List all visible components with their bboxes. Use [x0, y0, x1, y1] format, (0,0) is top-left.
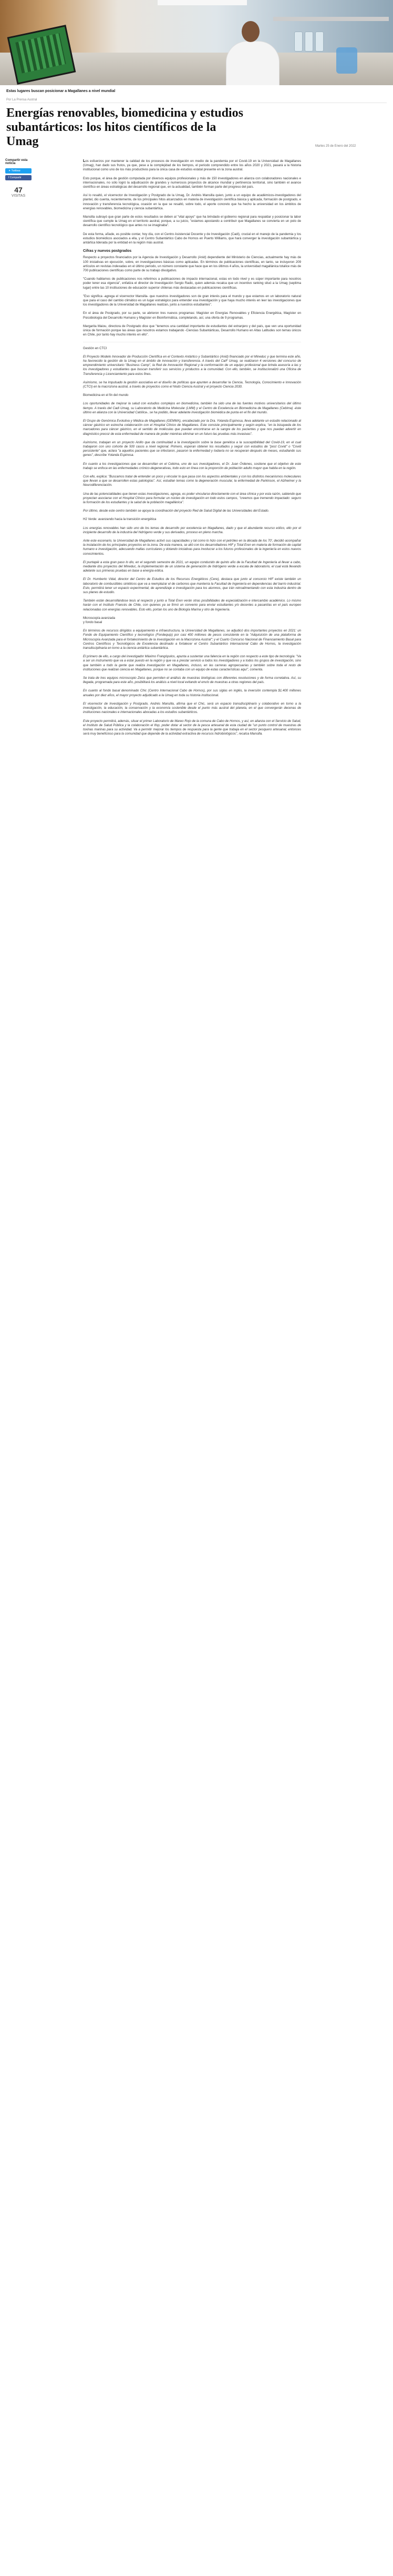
facebook-icon: f — [8, 176, 10, 179]
paragraph: Con ello, explica: "Buscamos tratar de entender un poco y vincular lo que pasa con los aspectos ambientales y con los distintos mecanismos moleculares que llevan a que se desarrollen estas patologías". Así, estudian temas como la degeneración muscular, la enfermedad de Parkinson, el Alzheimer y la Neurodiferenciación. — [83, 474, 301, 487]
lab-bottle — [305, 32, 313, 52]
paragraph: El Proyecto Modelo Innovador de Producción Científica en el Contexto Antártico y Subantártico (Anid) financiado por el Mineduc y que termina este año, ha favorecido la gestión de la Umag en el ámbito de innovación y transferencia. A través del CaiF Umag, se realizaron 4 versiones del concurso de emprendimiento universitario "Business Camp", la Red de Innovación Regional y la conformación de un equipo profesional que brinda asesoría a las y los investigadores y estudiantes que buscan transferir sus servicios y productos a la comunidad. Con ello, también, se institucionalizó una Oficina de Transferencia y Licenciamiento para estos fines. — [83, 354, 301, 376]
twitter-icon: ✦ — [8, 169, 12, 172]
section-heading: Microscopía avanzada y fondo basal — [83, 616, 115, 625]
paragraph: También están desarrollándose tesis al respecto y junto a Total Eren verán otras posibilidades de especialización e intercambio académico. Lo mismo harán con el Instituto Francés de Chile, con quienes ya se firmó un convenio para enviar estudiantes y/o docentes a pasantías en el país europeo relacionadas con energías renovables. Esto ello, portan los uno de Biología Marina y otro de Ingeniería. — [83, 599, 301, 612]
paragraph: El puntapié a esta gran paso lo dio, en el segundo semestre de 2021, un equipo conducido de quinto año de la Facultad de Ingeniería al llevar a cabo, mediante dos proyectos del Mineduc, la implementación de un sistema de generación de hidrógeno verde a escala de laboratorio, el cual está llevando adelante sus primeras pruebas en base a energía eólica. — [83, 560, 301, 573]
paragraph: Ante este escenario, la Universidad de Magallanes activó sus capacidades y tal como lo hizo con el petróleo en la década de los 70', decidió acompañar la instalación de los principales proyectos en la zona. De esta manera, se alió con los desarrolladores HIF y Total Eren en materia de formación de capital humano e investigación, adecuando mallas curriculares y dotando iniciativas para involucrar a los futuros profesionales de la ingeniería en estos nuevos conocimientos. — [83, 539, 301, 556]
section-heading: Gestión en CTCI — [83, 346, 107, 350]
paragraph: El Grupo de Genómica Evolutiva y Médica de Magallanes (GEMMA), encabezado por la Dra. Yolanda Espinosa, lleva adelante un estudio relacionado al cáncer gástrico en estrecha colaboración con el Hospital Clínico de Magallanes. Este consiste principalmente y según explica, "en la búsqueda de los marcadores para cáncer gástrico, en el sentido de moléculas que puedan encontrarse en la sangre de los pacientes y que nos puedan advertir en diagnóstico precoz de esta enfermedad de manera de poder mientras eliminar en un futuro las pruebas más invasivas". — [83, 419, 301, 436]
section-heading: H2 Verde: avanzando hacia la transición energética — [83, 517, 157, 522]
paragraph: Se trata de tres equipos microscopio Zeiss que permiten el análisis de muestras biológicas con diferentes resoluciones y de forma correlativa. Así, su llegada, programada para este año, posibilitará los análisis a nivel local evitando el envío de muestras a otras regiones del país. — [83, 676, 301, 685]
lab-bottle — [294, 32, 303, 52]
lab-lamp — [158, 0, 247, 5]
paragraph: Mansilla subrayó que gran parte de estos resultados se deben al "vital apoyo" que ha brindado el gobierno regional para respaldar y posicionar la labor científica que cumple la Umag en el territorio austral, porque, a su juicio, "estamos apostando a contribuir que Magallanes se convierta en un polo de desarrollo científico tecnológico que antes no se imaginaba". — [83, 215, 301, 228]
paragraph: Los energías renovables han sido uno de los temas de desarrollo por excelencia en Magallanes, dado y que el abundante recurso eólico, ello por el incipiente desarrollo de la industria del hidrógeno verde y sus derivados, proceso en pleno marcha. — [83, 526, 301, 534]
hero-image — [0, 0, 393, 85]
paragraph: Margarita Maiou, directora de Postgrado dice que "tenemos una cantidad importante de estudiantes del extranjero y del país, que ven una oportunidad única de formación porque las áreas que nosotros estamos trabajando -Ciencias Subantárticas, Desarrollo Humano en Altas Latitudes son temas únicos en Chile, por tanto hay mucho interés en ello". — [83, 324, 301, 337]
lab-bottle — [315, 32, 324, 52]
paragraph: En cuanto a los investigaciones que se desarrollan en el Cebima, uno de sus investigadores, el Dr. Juan Órdenes, sostiene que el objetivo de este trabajo se enfoca en las enfermedades crónico-degenerativas, todo esto en línea con la proporción de población adulto mayor que habita en la región. — [83, 462, 301, 470]
section-heading: Biomedicina en el fin del mundo — [83, 393, 129, 398]
paragraph: El Dr. Humberto Vidal, director del Centro de Estudios de los Recursos Energéticos (Cere), destaca que junto al consorcio HIF existe también un laboratorio de combustibles sintéticos que va a reemplazar el de carbonos que mantenía la Facultad de Ingeniería en dependencias del barrio industrial. Esto, permitirá tener un espacio experimental, de aprendizaje e investigación para los alumnos, que irán retroalimentando con esta industria dentro de sus planes de estudio. — [83, 577, 301, 595]
visits-count: 47 — [14, 186, 23, 194]
paragraph: Asimismo, trabajan en un proyecto Anillo que da continuidad a la investigación sobre la base genética a la susceptibilidad del Covid-19, en el cual trabajaron con uno cohorte de 500 casos a nivel regional. Primero, esperan obtener los resultados y seguir con estudios de "post Covid" o "Covid persistente" que, aclara "a aquellos pacientes que se infectaron, pasaron la enfermedad y todavía no se recuperan después de meses, estudiando sus genes", describe Yolanda Espinosa. — [83, 440, 301, 457]
paragraph: Los oportunidades de mejorar la salud con estudios complejos en biomedicina, también ha sido una de las fuentes motivos universitarios del último tiempo. A través del Cadi Umag, su Laboratorio de Medicina Molecular (LMM) y el Centro de Excelencia en Biomedicina de Magallanes (Cebima) -éste último en alianza con la Universidad Católica-, se ha podido, llevar adelante investigación biomédica de punta en el fin del mundo. — [83, 402, 301, 414]
paragraph: De esta forma, añade, es posible contar, hoy día, con el Centro Asistencial Docente y de Investigación (Cadi), crucial en el manejo de la pandemia y los estudios biomédicos asociados a ella, y el Centro Subantártico Cabo de Hornos en Puerto Williams, que hará converger la investigación subantártica y antártica liderada por la entidad en la región más austral. — [83, 232, 301, 245]
paragraph: Respecto a proyectos financiados por la Agencia de Investigación y Desarrollo (Anid) dependiente del Ministerio de Ciencias, actualmente hay más de 100 iniciativas en ejecución, sobre, en investigaciones básicas como aplicadas. En términos de publicaciones científicas, en tanto, se incluyeron 209 artículos en revistas indexadas en el último periodo, un número constante que hace que en los últimos 4 años, la universidad magallánica totalice más de 700 publicaciones científicas como parte de su trabajo divulgativo. — [83, 256, 301, 273]
author-line: Por La Prensa Austral — [6, 98, 37, 101]
paragraph: Así lo resaltó, el vicerrector de Investigación y Postgrado de la Umag, Dr. Andrés Mansilla quien, junto a un equipo de académicos-investigadores del plantel, dio cuenta, recientemente, de los principales hitos alcanzados en materia de investigación científica básica y aplicada, formación de postgrado, e innovación y transferencia tecnológica, ocasión en la que se resaltó, sobre todo, el aporte concreto que ha hecho la universidad en los ámbitos de energías renovables, biomedicina y ciencia subantártica. — [83, 194, 301, 210]
article-headline: Energías renovables, biomedicina y estudios subantárticos: los hitos científicos de la Umag — [6, 106, 243, 148]
publish-date: Martes 25 de Enero del 2022 — [315, 145, 356, 148]
intro-text: os esfuerzos por mantener la calidad de los procesos de investigación en medio de la pandemia por el Covid-19 en la Universidad de Magallanes (Umag), han dado sus frutos, ya que, pese a la complejidad de los tiempos, el periodo comprendido entre los años 2020 y 2021, pasará a la historia institucional como uno de los más productivos para la única casa de estudios estatal presente en la zona austral. — [83, 159, 301, 172]
twitter-share-button[interactable] — [5, 168, 32, 174]
paragraph — [83, 159, 301, 172]
paragraph: "Eso significa -agrega el vicerrector Mansilla- que nuestros investigadores son de gran interés para el mundo y que estamos en un laboratorio natural que para el caso del cambio climático es un lugar estratégico para entender esa investigación y que haya mucho interés en leer las investigaciones que los investigadores de la Universidad de Magallanes realizan, junto a nuestros estudiantes". — [83, 294, 301, 307]
paragraph: En el área de Postgrado, por su parte, se abrieron tres nuevos programas: Magíster en Energías Renovables y Eficiencia Energética, Magíster en Psicobiología del Desarrollo Humano y Magíster en Bioinformática, completando, así, una oferta de 9 programas. — [83, 311, 301, 320]
drop-cap: L — [83, 159, 86, 163]
visits-label: VISITAS — [11, 194, 26, 198]
image-caption: Estas lugares buscan posicionar a Magallanes a nivel mundial — [6, 89, 116, 93]
paragraph: Por último, desde este centro también se apoya la coordinación del proyecto Red de Salud Digital de las Universidades del Estado. — [83, 509, 270, 513]
twitter-share-label: Twittear — [11, 169, 21, 172]
paragraph: "Cuando hablamos de publicaciones nos referimos a publicaciones de impacto internacional, estas en todo nivel y es súper importante para nosotros poder tener esa vigencia", enfatiza el director de Investigación Sergio Radic, quien además recalca que un incentivo ranking situó a la Umag (septima lugar) entre las 10 instituciones de educación superior chilenas más destacadas en publicaciones científicas. — [83, 277, 301, 290]
share-sidebar — [5, 159, 36, 198]
paragraph: El vicerrector de Investigación y Postgrado, Andrés Mansilla, afirma que el Chic, será un espacio transdisciplinario y colaborativo en torno a la investigación, la educación, la conservación y la economía sostenible desde el punto más austral del planeta, en el que convergerán decenas de instituciones nacionales e internacionales abocadas a los estudios subantárticos. — [83, 701, 301, 715]
section-heading: Cifras y nuevos postgrados — [83, 249, 132, 253]
paragraph: Este proyecto permitirá, además, situar el primer Laboratorio de Mareo Rojo de la comuna de Cabo de Hornos, y así, en alianza con el Servicio de Salud, el Instituto de Salud Pública y la colaboración el Ifop, poder dotar al sector de la pesca artesanal de esta ciudad de "un punto control de muestras de toxinas marinas para su actividad. Va a permitir mejorar los tiempos de respuesta para la gente que trabaja en el sector pesquero artesanal, entonces será muy beneficioso para la comunidad que depende de la actividad extractiva de recursos hidrobiológicos", recalca Mansilla. — [83, 719, 301, 736]
share-title: Compartir esta noticia — [5, 159, 28, 165]
paragraph: El primero de ello, a cargo del investigador Máximo Frangópulos, apunta a sustentar una falencia en la región con respecto a este tipo de tecnología: "Va a ser un instrumento que va a estar puesto en la región y que va a prestar servicio a todos los investigadores y a todos los grupos de investigación, sino que también a todo la gente que realiza investigación en Magallanes, incluso, en las carreras agropecuarias y también sobre toda el resto de instituciones que realizan ciencia en Magallanes, porque no se contaba con un equipo de estas características aquí", comenta. — [83, 655, 301, 671]
paragraph: Esto porque, el área de gestión computada por diversos equipos profesionales y más de 150 investigadores en alianza con colaboradores nacionales e internacionales, no sólo logró la adjudicación de grandes y numerosos proyectos de alcance mundial y pertinencia territorial, sino también el avance científico en áreas estratégicas del desarrollo regional que, en la actualidad, también forman parte del progreso del país. — [83, 176, 301, 189]
article-body — [83, 159, 301, 740]
lab-shelf — [273, 17, 389, 21]
facebook-share-label: Compartir — [9, 176, 22, 179]
paragraph: Una de las potencialidades que tienen estas investigaciones, agrega, es poder vincularse directamente con el área clínica y por esta razón, sabiendo que proyectan asociarse con el Hospital Clínico para formular un núcleo de investigación en todo estos campos, "creemos que tremendo impactado: seguro la formación de los estudiantes y la salud de la población magallánica". — [83, 492, 301, 504]
visit-counter — [5, 186, 32, 198]
facebook-share-button[interactable] — [5, 175, 32, 180]
lab-flask — [336, 47, 357, 74]
paragraph: En cuanto al fondo basal denominado Chic (Centro Internacional Cabo de Hornos), por sus siglas en inglés, la inversión contempla $1.400 millones anuales por diez años, el mayor proyecto adjudicado a la Umag en toda su historia institucional. — [83, 689, 301, 697]
paragraph: Asimismo, se ha impulsado la gestión asociativa en el diseño de políticas que apunten a desarrollar la Ciencia, Tecnología, Conocimiento e Innovación (CTCI) en la macrozona austral, a través de proyectos como el Nodo Ciencia Austral y el proyecto Ciencia 2030. — [83, 380, 301, 389]
paragraph: En términos de recursos dirigidos a equipamiento e infraestructura, la Universidad de Magallanes, se adjudicó dos importantes proyectos en 2021: un Fondo de Equipamiento Científico y tecnológico (Fondequip) por casi 400 millones de pesos consistente en la "Adquisición de una plataforma de Microscopía Avanzada para el fortalecimiento de la investigación en la Macrozona Austral"; y el Cuarto Concurso Nacional de Financiamiento Basal para Centros Científicos y Tecnológicos de Excelencia destinado a fortalecer el Centro Subantártico Internacional Cabo de Hornos, la investigación transdisciplinaria en torno a la ciencia antártica subantártica. — [83, 629, 301, 650]
scientist-figure — [221, 21, 284, 85]
